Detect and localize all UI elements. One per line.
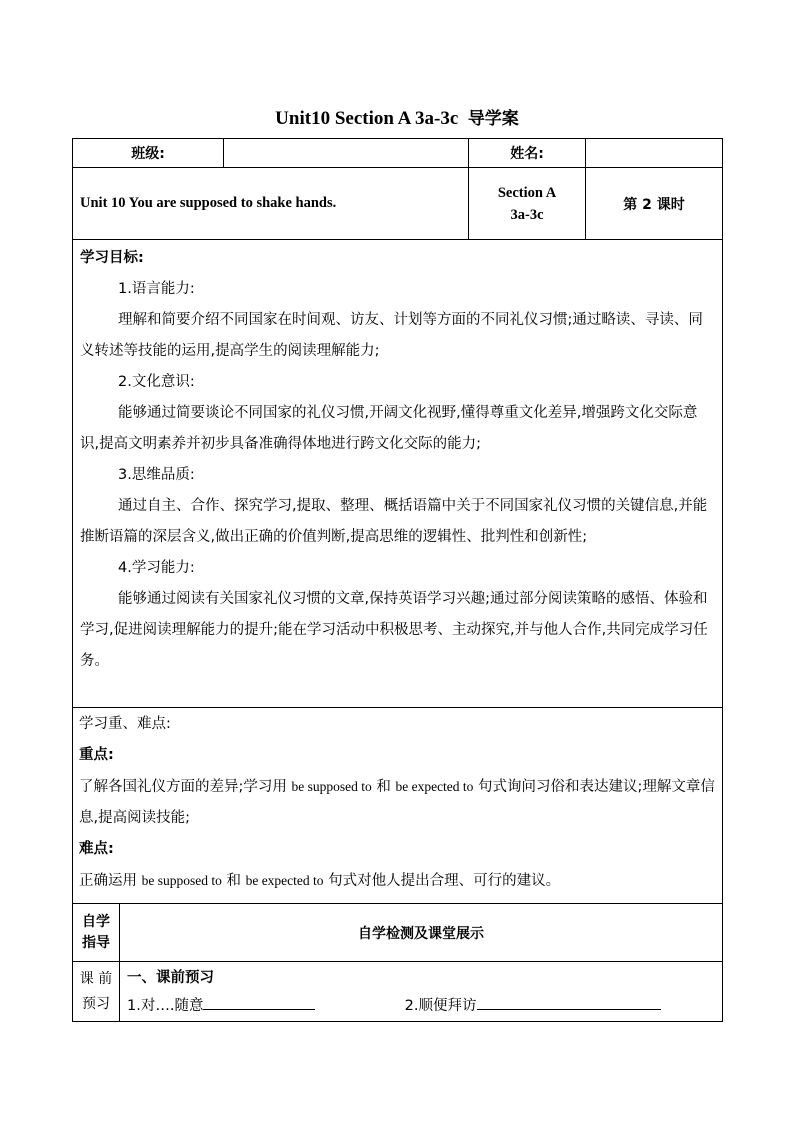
keypoints-cell xyxy=(73,708,723,904)
title-chinese: 导学案 xyxy=(467,109,519,129)
objective-text-4: 能够通过阅读有关国家礼仪习惯的文章,保持英语学习兴趣;通过部分阅读策略的感悟、体验和学习,促进阅读理解能力的提升;能在学习活动中积极思考、主动探究,并与他人合作,共同完成学习任务。 xyxy=(80,591,708,669)
period-label: 第 2 课时 xyxy=(586,168,723,240)
class-label: 班级: xyxy=(73,139,224,168)
keypoints-row xyxy=(73,708,723,904)
study-guide-table xyxy=(72,138,723,1022)
objective-text-1: 理解和简要介绍不同国家在时间观、访友、计划等方面的不同礼仪习惯;通过略读、寻读、同义转述等技能的运用,提高学生的阅读理解能力; xyxy=(80,312,703,359)
objective-text-3: 通过自主、合作、探究学习,提取、整理、概括语篇中关于不同国家礼仪习惯的关键信息,并能推断语篇的深层含义,做出正确的价值判断,提高思维的逻辑性、批判性和创新性; xyxy=(80,498,708,545)
unit-title: Unit 10 You are supposed to shake hands. xyxy=(73,168,469,240)
preview-heading: 一、课前预习 xyxy=(127,970,214,986)
section-cell xyxy=(469,168,586,240)
objective-label-2: 2.文化意识: xyxy=(118,374,195,390)
key-label: 重点: xyxy=(79,747,114,763)
key-text: 了解各国礼仪方面的差异;学习用 be supposed to 和 be expected to 句式询问习俗和表达建议;理解文章信息,提高阅读技能; xyxy=(79,779,715,826)
objectives-row xyxy=(73,240,723,708)
keypoints-heading: 学习重、难点: xyxy=(79,716,171,732)
objective-label-3: 3.思维品质: xyxy=(118,467,195,483)
preview-items xyxy=(127,992,716,1020)
info-row xyxy=(73,139,723,168)
preview-content-cell xyxy=(120,962,723,1022)
difficulty-label: 难点: xyxy=(79,841,114,857)
preview-item-1-label: 1.对….随意 xyxy=(127,998,204,1014)
objective-label-1: 1.语言能力: xyxy=(118,281,195,297)
page-title xyxy=(0,104,794,130)
preview-label-2: 预习 xyxy=(82,995,110,1012)
preview-item-2-blank[interactable] xyxy=(477,993,661,1010)
objectives-cell xyxy=(73,240,723,708)
preview-label-1: 课 前 xyxy=(79,970,113,987)
guide-label-2: 指导 xyxy=(82,934,110,951)
objectives-heading: 学习目标: xyxy=(80,250,144,266)
preview-item-1-blank[interactable] xyxy=(203,993,315,1010)
class-field[interactable] xyxy=(224,139,469,168)
name-field[interactable] xyxy=(586,139,723,168)
preview-row xyxy=(73,962,723,1022)
title-english: Unit10 Section A 3a-3c xyxy=(275,108,459,129)
objective-label-4: 4.学习能力: xyxy=(118,560,195,576)
guide-label-1: 自学 xyxy=(82,913,110,930)
guide-row xyxy=(73,904,723,962)
guide-right-label: 自学检测及课堂展示 xyxy=(120,904,723,962)
name-label: 姓名: xyxy=(469,139,586,168)
section-line-1: Section A xyxy=(497,184,557,201)
preview-item-2-label: 2.顺便拜访 xyxy=(404,998,477,1014)
unit-row xyxy=(73,168,723,240)
guide-left-cell xyxy=(73,904,120,962)
preview-left-cell xyxy=(73,962,120,1022)
section-line-2: 3a-3c xyxy=(510,206,544,223)
objective-text-2: 能够通过简要谈论不同国家的礼仪习惯,开阔文化视野,懂得尊重文化差异,增强跨文化交际意识,提高文明素养并初步具备准确得体地进行跨文化交际的能力; xyxy=(80,405,698,452)
difficulty-text: 正确运用 be supposed to 和 be expected to 句式对他人提出合理、可行的建议。 xyxy=(79,873,561,889)
